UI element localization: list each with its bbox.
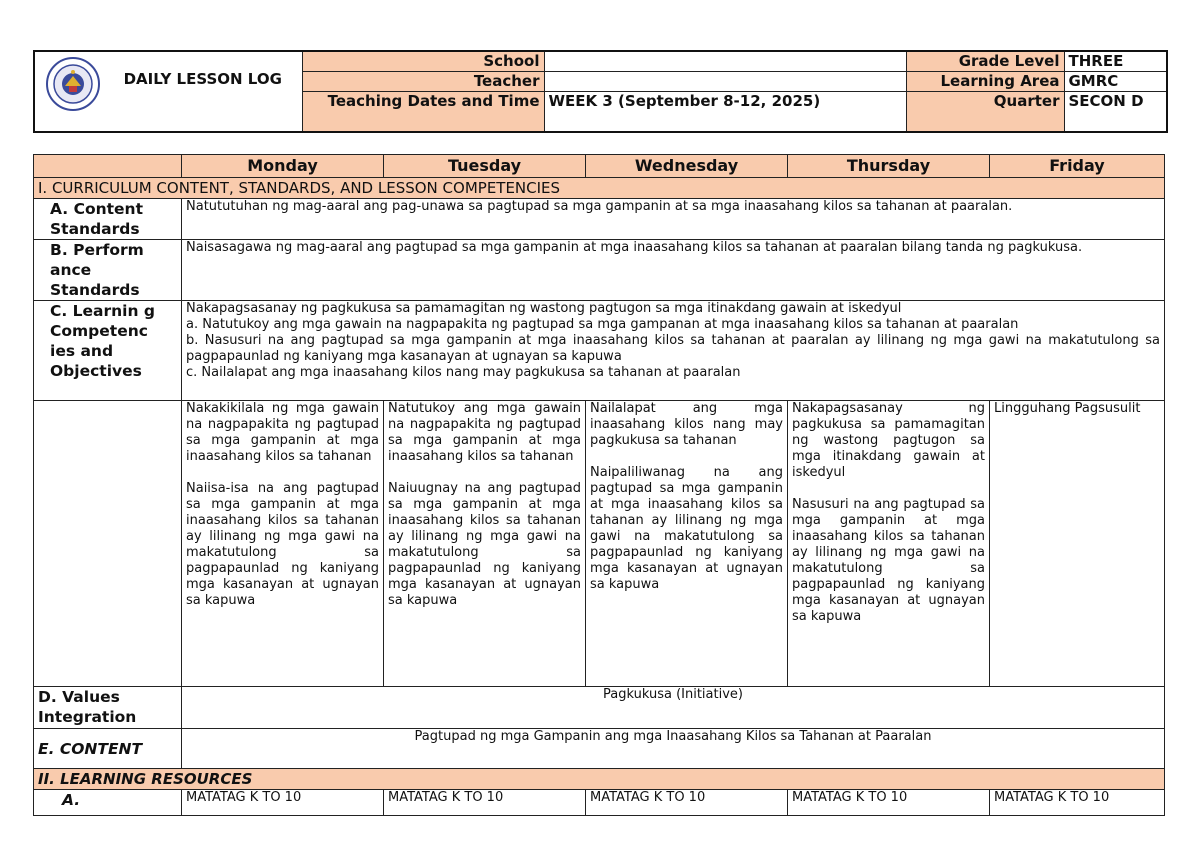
objective-friday [990,401,1165,687]
values-integration-text: Pagkukusa (Initiative) [182,687,1165,729]
content-label: E. CONTENT [34,729,182,769]
objective-tuesday [384,401,586,687]
competency-b: b. Nasusuri na ang pagtupad sa mga gampanin at mga inaasahang kilos sa tahanan at paaralan ay lilinang ng mga gawi na makatutulong sa pagpapaunlad ng kaniyang mga kasanayan at ugnayan sa kapuwa [186,333,1160,364]
school-label: School [302,51,544,72]
content-standards-label: A. Content Standards [34,199,182,240]
objective-friday-1: Lingguhang Pagsusulit [994,401,1141,416]
day-header-thursday: Thursday [788,155,990,178]
objective-wednesday [586,401,788,687]
resources-row [34,790,1165,816]
content-row [34,729,1165,769]
quarter-value: SECON D [1064,92,1167,132]
content-standards-text: Natututuhan ng mag-aaral ang pag-unawa sa pagtupad sa mga gampanin at sa mga inaasahang kilos sa tahanan at paaralan. [182,199,1165,240]
teaching-dates-value: WEEK 3 (September 8-12, 2025) [544,92,906,132]
objective-monday-1: Nakakikilala ng mga gawain na nagpapakita ng pagtupad sa mga gampanin at mga inaasahang kilos sa tahanan [186,401,379,464]
learning-competencies-row [34,301,1165,401]
resources-wednesday: MATATAG K TO 10 [586,790,788,816]
section-1-row [34,178,1165,199]
values-integration-row [34,687,1165,729]
teacher-value [544,72,906,92]
learning-area-value: GMRC [1064,72,1167,92]
objective-monday [182,401,384,687]
resources-label: A. [34,790,182,816]
grade-level-label: Grade Level [906,51,1064,72]
objective-monday-2: Naiisa-isa na ang pagtupad sa mga gampanin at mga inaasahang kilos sa tahanan ay lilinang ng mga gawi na makatutulong sa pagpapaunlad ng kaniyang mga kasanayan at ugnayan sa kapuwa [186,481,379,608]
grade-level-value: THREE [1064,51,1167,72]
quarter-label: Quarter [906,92,1064,132]
performance-standards-label: B. Perform ance Standards [34,240,182,301]
objective-thursday [788,401,990,687]
header-table [33,50,1168,133]
teaching-dates-label: Teaching Dates and Time [302,92,544,132]
objective-thursday-2: Nasusuri na ang pagtupad sa mga gampanin at mga inaasahang kilos sa tahanan ay lilinang ng mga gawi na makatutulong sa pagpapaunlad ng kaniyang mga kasanayan at ugnayan sa kapuwa [792,497,985,624]
learning-competencies-cell [182,301,1165,401]
objective-tuesday-1: Natutukoy ang mga gawain na nagpapakita ng pagtupad sa mga gampanin at mga inaasahang kilos sa tahanan [388,401,581,464]
content-standards-row [34,199,1165,240]
blank-header-cell [34,155,182,178]
daily-objectives-row [34,401,1165,687]
resources-friday: MATATAG K TO 10 [990,790,1165,816]
resources-tuesday: MATATAG K TO 10 [384,790,586,816]
section-1-heading: I. CURRICULUM CONTENT, STANDARDS, AND LESSON COMPETENCIES [34,178,1165,199]
performance-standards-row [34,240,1165,301]
values-integration-label: D. Values Integration [34,687,182,729]
logo-cell [34,51,104,132]
competency-main: Nakapagsasanay ng pagkukusa sa pamamagitan ng wastong pagtugon sa mga itinakdang gawain at iskedyul [186,301,902,316]
days-header-row [34,155,1165,178]
objective-thursday-1: Nakapagsasanay ng pagkukusa sa pamamagitan ng wastong pagtugon sa mga itinakdang gawain at iskedyul [792,401,985,480]
content-text: Pagtupad ng mga Gampanin ang mga Inaasahang Kilos sa Tahanan at Paaralan [182,729,1165,769]
day-header-friday: Friday [990,155,1165,178]
lesson-log-table [33,154,1165,816]
day-header-wednesday: Wednesday [586,155,788,178]
section-2-row [34,769,1165,790]
teacher-label: Teacher [302,72,544,92]
day-header-tuesday: Tuesday [384,155,586,178]
day-header-monday: Monday [182,155,384,178]
learning-competencies-label: C. Learnin g Competenc ies and Objectives [34,301,182,401]
objective-tuesday-2: Naiuugnay na ang pagtupad sa mga gampanin at mga inaasahang kilos sa tahanan ay lilinang ng mga gawi na makatutulong sa pagpapaunlad ng kaniyang mga kasanayan at ugnayan sa kapuwa [388,481,581,608]
competency-a: a. Natutukoy ang mga gawain na nagpapakita ng pagtupad sa mga gampanan at mga inaasahang kilos sa tahanan at paaralan [186,317,1019,332]
section-2-heading: II. LEARNING RESOURCES [34,769,1165,790]
school-value [544,51,906,72]
daily-objectives-label-blank [34,401,182,687]
learning-area-label: Learning Area [906,72,1064,92]
resources-thursday: MATATAG K TO 10 [788,790,990,816]
performance-standards-text: Naisasagawa ng mag-aaral ang pagtupad sa mga gampanin at mga inaasahang kilos sa tahanan at paaralan bilang tanda ng pagkukusa. [182,240,1165,301]
objective-wednesday-2: Naipaliliwanag na ang pagtupad sa mga gampanin at mga inaasahang kilos sa tahanan ay lilinang ng mga gawi na makatutulong sa pagpapaunlad ng kaniyang mga kasanayan at ugnayan sa kapuwa [590,465,783,592]
resources-monday: MATATAG K TO 10 [182,790,384,816]
document-title: DAILY LESSON LOG [104,51,302,132]
competency-c: c. Nailalapat ang mga inaasahang kilos nang may pagkukusa sa tahanan at paaralan [186,365,741,380]
deped-seal-logo [45,56,101,112]
objective-wednesday-1: Nailalapat ang mga inaasahang kilos nang may pagkukusa sa tahanan [590,401,783,448]
